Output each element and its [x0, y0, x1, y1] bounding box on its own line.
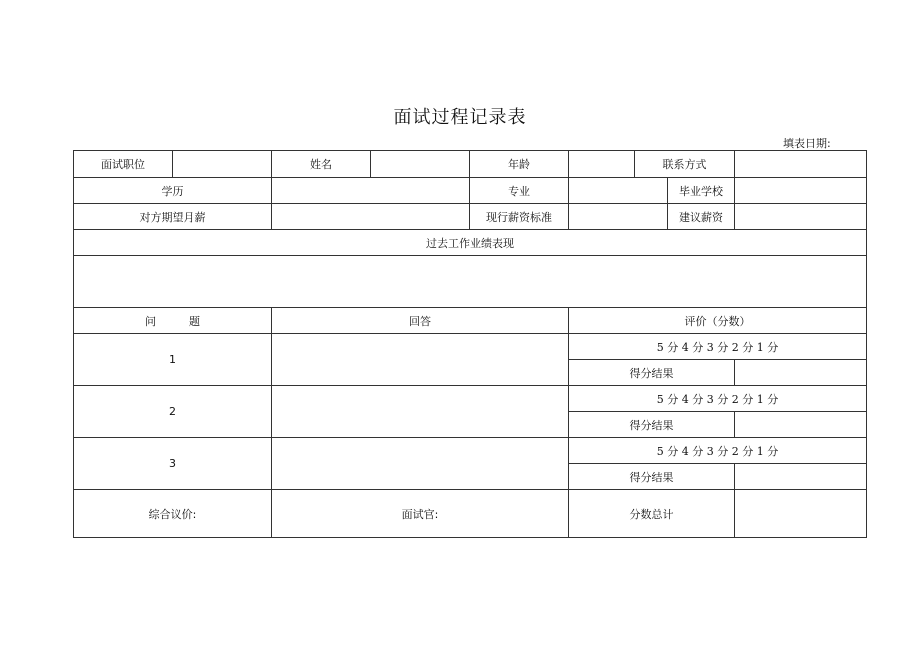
- result-label: 得分结果: [569, 360, 735, 386]
- row-qa-header: [74, 308, 867, 334]
- answer-field[interactable]: [272, 438, 569, 490]
- current-salary-field[interactable]: [569, 204, 668, 230]
- expected-salary-label: 对方期望月薪: [74, 204, 272, 230]
- question-row: [74, 334, 867, 360]
- result-field[interactable]: [735, 412, 867, 438]
- question-row: [74, 386, 867, 412]
- row-summary: [74, 490, 867, 538]
- interviewer-label[interactable]: 面试官:: [272, 490, 569, 538]
- expected-salary-field[interactable]: [272, 204, 470, 230]
- score-scale[interactable]: 5 分 4 分 3 分 2 分 1 分: [569, 334, 867, 360]
- row-salary: [74, 204, 867, 230]
- contact-field[interactable]: [735, 151, 867, 178]
- question-header: 问 题: [74, 308, 272, 334]
- name-field[interactable]: [371, 151, 470, 178]
- evaluation-header: 评价（分数）: [569, 308, 867, 334]
- total-score-label: 分数总计: [569, 490, 735, 538]
- score-scale[interactable]: 5 分 4 分 3 分 2 分 1 分: [569, 386, 867, 412]
- school-label: 毕业学校: [668, 178, 735, 204]
- fill-date-label: 填表日期:: [783, 137, 831, 150]
- major-label: 专业: [470, 178, 569, 204]
- row-past-performance-body: [74, 256, 867, 308]
- result-label: 得分结果: [569, 412, 735, 438]
- row-basic-info: [74, 151, 867, 178]
- interview-record-table: [73, 150, 867, 538]
- suggested-salary-field[interactable]: [735, 204, 867, 230]
- score-scale[interactable]: 5 分 4 分 3 分 2 分 1 分: [569, 438, 867, 464]
- result-field[interactable]: [735, 464, 867, 490]
- answer-field[interactable]: [272, 334, 569, 386]
- question-number: 2: [74, 386, 272, 438]
- education-field[interactable]: [272, 178, 470, 204]
- current-salary-label: 现行薪资标准: [470, 204, 569, 230]
- total-score-field[interactable]: [735, 490, 867, 538]
- age-label: 年龄: [470, 151, 569, 178]
- position-field[interactable]: [173, 151, 272, 178]
- position-label: 面试职位: [74, 151, 173, 178]
- school-field[interactable]: [735, 178, 867, 204]
- past-performance-field[interactable]: [74, 256, 867, 308]
- education-label: 学历: [74, 178, 272, 204]
- past-performance-label: 过去工作业绩表现: [74, 230, 867, 256]
- answer-header: 回答: [272, 308, 569, 334]
- overall-comment-label[interactable]: 综合议价:: [74, 490, 272, 538]
- name-label: 姓名: [272, 151, 371, 178]
- question-number: 3: [74, 438, 272, 490]
- question-row: [74, 438, 867, 464]
- result-label: 得分结果: [569, 464, 735, 490]
- contact-label: 联系方式: [635, 151, 735, 178]
- row-past-performance-header: [74, 230, 867, 256]
- major-field[interactable]: [569, 178, 668, 204]
- row-education: [74, 178, 867, 204]
- form-title: 面试过程记录表: [393, 107, 527, 128]
- age-field[interactable]: [569, 151, 635, 178]
- answer-field[interactable]: [272, 386, 569, 438]
- question-number: 1: [74, 334, 272, 386]
- suggested-salary-label: 建议薪资: [668, 204, 735, 230]
- result-field[interactable]: [735, 360, 867, 386]
